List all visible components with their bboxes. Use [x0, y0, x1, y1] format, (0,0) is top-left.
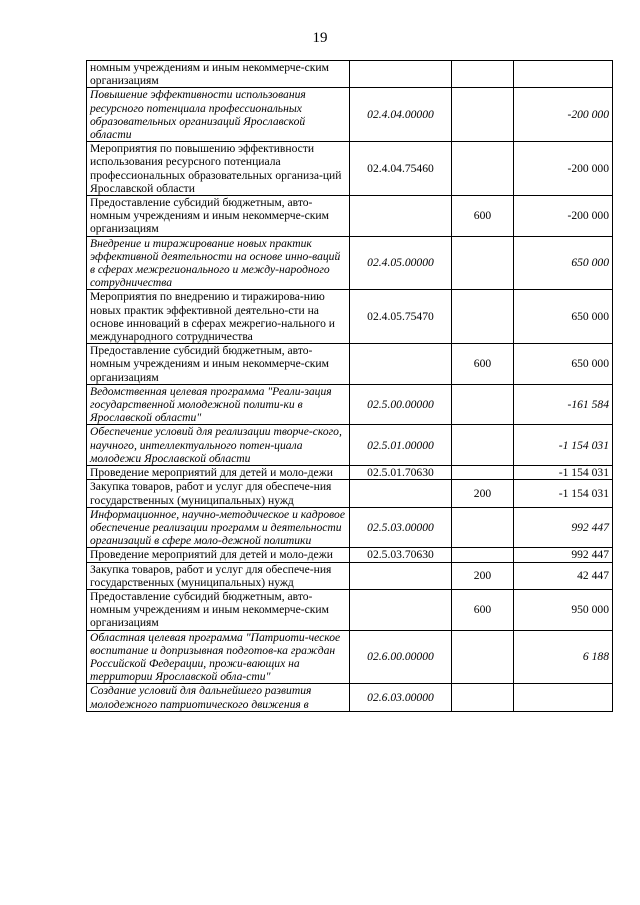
cell-name: Предоставление субсидий бюджетным, авто-номным учреждениям и иным некоммерче-ским организациям [87, 196, 350, 237]
cell-name: Проведение мероприятий для детей и моло-дежи [87, 548, 350, 562]
cell-amount: 950 000 [514, 589, 613, 630]
cell-amount: -1 154 031 [514, 466, 613, 480]
cell-name: Предоставление субсидий бюджетным, авто-номным учреждениям и иным некоммерче-ским организациям [87, 344, 350, 385]
table-row [87, 236, 613, 290]
cell-amount: 992 447 [514, 548, 613, 562]
cell-code: 02.5.01.00000 [350, 425, 452, 466]
cell-amount: 992 447 [514, 507, 613, 548]
cell-amount: -200 000 [514, 88, 613, 142]
cell-code: 02.5.00.00000 [350, 384, 452, 425]
cell-expense-type [452, 290, 514, 344]
cell-amount: -1 154 031 [514, 480, 613, 507]
cell-code [350, 480, 452, 507]
cell-code: 02.5.01.70630 [350, 466, 452, 480]
cell-expense-type [452, 684, 514, 711]
cell-code: 02.5.03.00000 [350, 507, 452, 548]
cell-expense-type [452, 61, 514, 88]
table-row [87, 562, 613, 589]
table-row [87, 290, 613, 344]
cell-code [350, 562, 452, 589]
table-row [87, 61, 613, 88]
table-row [87, 88, 613, 142]
cell-expense-type [452, 384, 514, 425]
cell-code [350, 196, 452, 237]
cell-amount: -200 000 [514, 196, 613, 237]
cell-amount: 650 000 [514, 344, 613, 385]
cell-code [350, 61, 452, 88]
cell-amount: -161 584 [514, 384, 613, 425]
cell-name: Мероприятия по внедрению и тиражирова-нию новых практик эффективной деятельно-сти на основе инноваций в сферах межрегио-нального и международного сотрудничества [87, 290, 350, 344]
cell-expense-type [452, 548, 514, 562]
cell-expense-type: 200 [452, 562, 514, 589]
cell-amount: 650 000 [514, 236, 613, 290]
table-row [87, 466, 613, 480]
cell-amount: 650 000 [514, 290, 613, 344]
cell-expense-type [452, 236, 514, 290]
cell-name: Закупка товаров, работ и услуг для обеспече-ния государственных (муниципальных) нужд [87, 562, 350, 589]
page-number: 19 [312, 30, 328, 46]
cell-name: Повышение эффективности использования ресурсного потенциала профессиональных образовательных организаций Ярославской области [87, 88, 350, 142]
cell-amount: -1 154 031 [514, 425, 613, 466]
cell-amount: -200 000 [514, 142, 613, 196]
table-row [87, 384, 613, 425]
table-row [87, 425, 613, 466]
cell-amount [514, 684, 613, 711]
cell-code: 02.4.05.00000 [350, 236, 452, 290]
cell-name: Ведомственная целевая программа "Реали-зация государственной молодежной полити-ки в Ярославской области" [87, 384, 350, 425]
cell-name: Предоставление субсидий бюджетным, авто-номным учреждениям и иным некоммерче-ским организациям [87, 589, 350, 630]
cell-amount: 42 447 [514, 562, 613, 589]
table-row [87, 548, 613, 562]
cell-expense-type: 200 [452, 480, 514, 507]
cell-amount: 6 188 [514, 630, 613, 684]
table-row [87, 589, 613, 630]
cell-name: Внедрение и тиражирование новых практик эффективной деятельности на основе инно-ваций в сферах межрегионального и между-народного сотрудничества [87, 236, 350, 290]
table-row [87, 344, 613, 385]
cell-code: 02.4.04.00000 [350, 88, 452, 142]
table-row [87, 684, 613, 711]
cell-expense-type [452, 507, 514, 548]
cell-name: Областная целевая программа "Патриоти-ческое воспитание и допризывная подготов-ка граждан Российской Федерации, прожи-вающих на территории Ярославской обла-сти" [87, 630, 350, 684]
cell-code: 02.5.03.70630 [350, 548, 452, 562]
cell-expense-type: 600 [452, 196, 514, 237]
cell-name: Мероприятия по повышению эффективности использования ресурсного потенциала профессиональных образовательных организа-ций Ярославской области [87, 142, 350, 196]
table-row [87, 196, 613, 237]
cell-name: Информационное, научно-методическое и кадровое обеспечение реализации программ и деятельности организаций в сфере моло-дежной политики [87, 507, 350, 548]
cell-code: 02.4.04.75460 [350, 142, 452, 196]
cell-code: 02.6.03.00000 [350, 684, 452, 711]
table-row [87, 630, 613, 684]
cell-name: Обеспечение условий для реализации творче-ского, научного, интеллектуального потен-циала молодежи Ярославской области [87, 425, 350, 466]
table-row [87, 480, 613, 507]
budget-table-body [87, 61, 613, 712]
cell-expense-type [452, 142, 514, 196]
cell-amount [514, 61, 613, 88]
cell-name: Проведение мероприятий для детей и моло-дежи [87, 466, 350, 480]
cell-code: 02.6.00.00000 [350, 630, 452, 684]
cell-code [350, 344, 452, 385]
cell-code: 02.4.05.75470 [350, 290, 452, 344]
budget-table [86, 60, 613, 712]
table-row [87, 142, 613, 196]
cell-expense-type: 600 [452, 344, 514, 385]
cell-expense-type [452, 630, 514, 684]
cell-name: Создание условий для дальнейшего развития молодежного патриотического движения в [87, 684, 350, 711]
cell-name: номным учреждениям и иным некоммерче-ским организациям [87, 61, 350, 88]
cell-expense-type [452, 466, 514, 480]
cell-name: Закупка товаров, работ и услуг для обеспече-ния государственных (муниципальных) нужд [87, 480, 350, 507]
cell-expense-type [452, 425, 514, 466]
cell-expense-type: 600 [452, 589, 514, 630]
table-row [87, 507, 613, 548]
cell-expense-type [452, 88, 514, 142]
cell-code [350, 589, 452, 630]
